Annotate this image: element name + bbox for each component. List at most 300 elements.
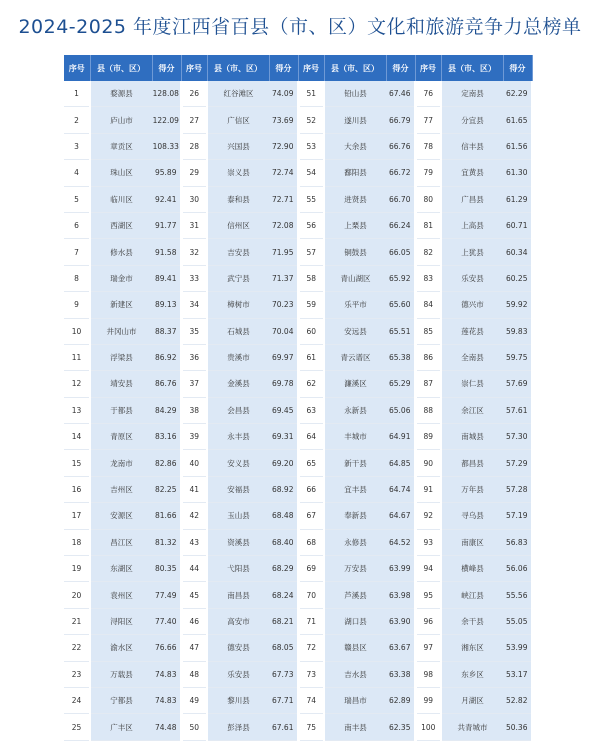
score-cell: 63.38 [386, 661, 415, 687]
score-cell: 68.21 [269, 608, 298, 634]
county-name-cell: 上犹县 [441, 239, 503, 265]
rank-cell: 25 [64, 714, 90, 740]
table-row [64, 582, 532, 608]
county-name-cell: 临川区 [90, 186, 152, 212]
header-score: 得分 [386, 55, 415, 81]
county-name-cell: 吉水县 [324, 661, 386, 687]
score-cell: 59.83 [503, 318, 532, 344]
score-cell: 91.77 [152, 212, 181, 238]
rank-cell: 62 [298, 371, 324, 397]
county-name-cell: 靖安县 [90, 371, 152, 397]
county-name-cell: 余江区 [441, 397, 503, 423]
rank-cell: 3 [64, 133, 90, 159]
header-name: 县（市、区） [441, 55, 503, 81]
county-name-cell: 芦溪县 [324, 582, 386, 608]
county-name-cell: 月湖区 [441, 687, 503, 713]
score-cell: 65.29 [386, 371, 415, 397]
table-row [64, 635, 532, 661]
table-row [64, 450, 532, 476]
score-cell: 62.89 [386, 687, 415, 713]
table-row [64, 371, 532, 397]
table-row [64, 476, 532, 502]
table-row [64, 344, 532, 370]
rank-cell: 77 [415, 107, 441, 133]
score-cell: 74.83 [152, 661, 181, 687]
county-name-cell: 东湖区 [90, 556, 152, 582]
score-cell: 63.98 [386, 582, 415, 608]
rank-cell: 73 [298, 661, 324, 687]
score-cell: 67.71 [269, 687, 298, 713]
score-cell: 86.76 [152, 371, 181, 397]
county-name-cell: 广信区 [207, 107, 269, 133]
ranking-table-body [64, 81, 532, 740]
table-row [64, 529, 532, 555]
rank-cell: 69 [298, 556, 324, 582]
county-name-cell: 泰和县 [207, 186, 269, 212]
county-name-cell: 濂溪区 [324, 371, 386, 397]
score-cell: 74.48 [152, 714, 181, 740]
county-name-cell: 分宜县 [441, 107, 503, 133]
rank-cell: 11 [64, 344, 90, 370]
score-cell: 67.46 [386, 81, 415, 107]
county-name-cell: 乐安县 [441, 265, 503, 291]
score-cell: 66.24 [386, 212, 415, 238]
score-cell: 69.45 [269, 397, 298, 423]
score-cell: 67.61 [269, 714, 298, 740]
rank-cell: 46 [181, 608, 207, 634]
score-cell: 68.29 [269, 556, 298, 582]
county-name-cell: 渝水区 [90, 635, 152, 661]
county-name-cell: 定南县 [441, 81, 503, 107]
rank-cell: 27 [181, 107, 207, 133]
score-cell: 61.29 [503, 186, 532, 212]
rank-cell: 35 [181, 318, 207, 344]
county-name-cell: 青原区 [90, 424, 152, 450]
score-cell: 77.49 [152, 582, 181, 608]
ranking-table [64, 55, 534, 741]
score-cell: 89.41 [152, 265, 181, 291]
score-cell: 80.35 [152, 556, 181, 582]
rank-cell: 8 [64, 265, 90, 291]
score-cell: 69.97 [269, 344, 298, 370]
county-name-cell: 会昌县 [207, 397, 269, 423]
rank-cell: 99 [415, 687, 441, 713]
score-cell: 63.99 [386, 556, 415, 582]
rank-cell: 100 [415, 714, 441, 740]
rank-cell: 32 [181, 239, 207, 265]
rank-cell: 96 [415, 608, 441, 634]
county-name-cell: 章贡区 [90, 133, 152, 159]
county-name-cell: 都昌县 [441, 450, 503, 476]
county-name-cell: 高安市 [207, 608, 269, 634]
rank-cell: 87 [415, 371, 441, 397]
county-name-cell: 奉新县 [324, 503, 386, 529]
rank-cell: 63 [298, 397, 324, 423]
header-name: 县（市、区） [324, 55, 386, 81]
county-name-cell: 南昌县 [207, 582, 269, 608]
score-cell: 95.89 [152, 160, 181, 186]
rank-cell: 94 [415, 556, 441, 582]
rank-cell: 66 [298, 476, 324, 502]
score-cell: 64.52 [386, 529, 415, 555]
score-cell: 89.13 [152, 292, 181, 318]
rank-cell: 84 [415, 292, 441, 318]
rank-cell: 9 [64, 292, 90, 318]
score-cell: 82.86 [152, 450, 181, 476]
rank-cell: 71 [298, 608, 324, 634]
score-cell: 72.90 [269, 133, 298, 159]
table-row [64, 292, 532, 318]
county-name-cell: 南城县 [441, 424, 503, 450]
county-name-cell: 金溪县 [207, 371, 269, 397]
score-cell: 57.28 [503, 476, 532, 502]
rank-cell: 65 [298, 450, 324, 476]
score-cell: 81.66 [152, 503, 181, 529]
score-cell: 69.31 [269, 424, 298, 450]
county-name-cell: 彭泽县 [207, 714, 269, 740]
table-row [64, 714, 532, 740]
header-rank: 序号 [64, 55, 90, 81]
county-name-cell: 寻乌县 [441, 503, 503, 529]
table-row [64, 239, 532, 265]
header-rank: 序号 [415, 55, 441, 81]
rank-cell: 72 [298, 635, 324, 661]
score-cell: 64.91 [386, 424, 415, 450]
rank-cell: 31 [181, 212, 207, 238]
table-row [64, 81, 532, 107]
county-name-cell: 湘东区 [441, 635, 503, 661]
rank-cell: 48 [181, 661, 207, 687]
county-name-cell: 乐平市 [324, 292, 386, 318]
rank-cell: 36 [181, 344, 207, 370]
rank-cell: 58 [298, 265, 324, 291]
rank-cell: 75 [298, 714, 324, 740]
county-name-cell: 德兴市 [441, 292, 503, 318]
rank-cell: 56 [298, 212, 324, 238]
score-cell: 72.74 [269, 160, 298, 186]
score-cell: 62.29 [503, 81, 532, 107]
county-name-cell: 信州区 [207, 212, 269, 238]
rank-cell: 57 [298, 239, 324, 265]
rank-cell: 50 [181, 714, 207, 740]
county-name-cell: 袁州区 [90, 582, 152, 608]
county-name-cell: 赣县区 [324, 635, 386, 661]
score-cell: 65.51 [386, 318, 415, 344]
score-cell: 52.82 [503, 687, 532, 713]
rank-cell: 93 [415, 529, 441, 555]
county-name-cell: 上高县 [441, 212, 503, 238]
county-name-cell: 吉州区 [90, 476, 152, 502]
rank-cell: 52 [298, 107, 324, 133]
rank-cell: 79 [415, 160, 441, 186]
rank-cell: 76 [415, 81, 441, 107]
rank-cell: 60 [298, 318, 324, 344]
score-cell: 59.92 [503, 292, 532, 318]
rank-cell: 1 [64, 81, 90, 107]
county-name-cell: 全南县 [441, 344, 503, 370]
rank-cell: 21 [64, 608, 90, 634]
score-cell: 71.37 [269, 265, 298, 291]
county-name-cell: 井冈山市 [90, 318, 152, 344]
county-name-cell: 贵溪市 [207, 344, 269, 370]
county-name-cell: 信丰县 [441, 133, 503, 159]
score-cell: 65.60 [386, 292, 415, 318]
rank-cell: 18 [64, 529, 90, 555]
rank-cell: 45 [181, 582, 207, 608]
score-cell: 53.99 [503, 635, 532, 661]
score-cell: 57.61 [503, 397, 532, 423]
score-cell: 55.56 [503, 582, 532, 608]
county-name-cell: 弋阳县 [207, 556, 269, 582]
score-cell: 73.69 [269, 107, 298, 133]
county-name-cell: 莲花县 [441, 318, 503, 344]
rank-cell: 28 [181, 133, 207, 159]
county-name-cell: 宜丰县 [324, 476, 386, 502]
page-title: 2024-2025 年度江西省百县（市、区）文化和旅游竞争力总榜单 [18, 16, 582, 38]
rank-cell: 68 [298, 529, 324, 555]
score-cell: 67.73 [269, 661, 298, 687]
county-name-cell: 永新县 [324, 397, 386, 423]
county-name-cell: 黎川县 [207, 687, 269, 713]
score-cell: 64.74 [386, 476, 415, 502]
rank-cell: 24 [64, 687, 90, 713]
county-name-cell: 石城县 [207, 318, 269, 344]
rank-cell: 33 [181, 265, 207, 291]
score-cell: 55.05 [503, 608, 532, 634]
county-name-cell: 鄱阳县 [324, 160, 386, 186]
county-name-cell: 永修县 [324, 529, 386, 555]
county-name-cell: 玉山县 [207, 503, 269, 529]
rank-cell: 40 [181, 450, 207, 476]
score-cell: 108.33 [152, 133, 181, 159]
county-name-cell: 龙南市 [90, 450, 152, 476]
rank-cell: 39 [181, 424, 207, 450]
county-name-cell: 瑞昌市 [324, 687, 386, 713]
rank-cell: 53 [298, 133, 324, 159]
score-cell: 71.95 [269, 239, 298, 265]
county-name-cell: 万安县 [324, 556, 386, 582]
county-name-cell: 红谷滩区 [207, 81, 269, 107]
table-row [64, 265, 532, 291]
header-score: 得分 [269, 55, 298, 81]
rank-cell: 67 [298, 503, 324, 529]
county-name-cell: 进贤县 [324, 186, 386, 212]
score-cell: 82.25 [152, 476, 181, 502]
score-cell: 59.75 [503, 344, 532, 370]
rank-cell: 34 [181, 292, 207, 318]
score-cell: 53.17 [503, 661, 532, 687]
rank-cell: 74 [298, 687, 324, 713]
county-name-cell: 德安县 [207, 635, 269, 661]
table-row [64, 608, 532, 634]
county-name-cell: 东乡区 [441, 661, 503, 687]
table-row [64, 397, 532, 423]
rank-cell: 97 [415, 635, 441, 661]
rank-cell: 4 [64, 160, 90, 186]
county-name-cell: 安义县 [207, 450, 269, 476]
score-cell: 66.79 [386, 107, 415, 133]
score-cell: 65.38 [386, 344, 415, 370]
rank-cell: 55 [298, 186, 324, 212]
county-name-cell: 武宁县 [207, 265, 269, 291]
county-name-cell: 安福县 [207, 476, 269, 502]
county-name-cell: 资溪县 [207, 529, 269, 555]
score-cell: 64.85 [386, 450, 415, 476]
score-cell: 92.41 [152, 186, 181, 212]
county-name-cell: 万年县 [441, 476, 503, 502]
score-cell: 91.58 [152, 239, 181, 265]
rank-cell: 17 [64, 503, 90, 529]
table-row [64, 687, 532, 713]
county-name-cell: 乐安县 [207, 661, 269, 687]
rank-cell: 85 [415, 318, 441, 344]
county-name-cell: 崇仁县 [441, 371, 503, 397]
header-score: 得分 [503, 55, 532, 81]
rank-cell: 42 [181, 503, 207, 529]
score-cell: 86.92 [152, 344, 181, 370]
score-cell: 57.29 [503, 450, 532, 476]
score-cell: 69.78 [269, 371, 298, 397]
county-name-cell: 修水县 [90, 239, 152, 265]
county-name-cell: 宜黄县 [441, 160, 503, 186]
table-header-row [64, 55, 532, 81]
table-row [64, 661, 532, 687]
score-cell: 66.05 [386, 239, 415, 265]
county-name-cell: 大余县 [324, 133, 386, 159]
score-cell: 68.92 [269, 476, 298, 502]
score-cell: 60.25 [503, 265, 532, 291]
rank-cell: 2 [64, 107, 90, 133]
county-name-cell: 崇义县 [207, 160, 269, 186]
score-cell: 72.08 [269, 212, 298, 238]
county-name-cell: 青云谱区 [324, 344, 386, 370]
county-name-cell: 昌江区 [90, 529, 152, 555]
score-cell: 69.20 [269, 450, 298, 476]
score-cell: 77.40 [152, 608, 181, 634]
table-row [64, 133, 532, 159]
rank-cell: 23 [64, 661, 90, 687]
county-name-cell: 广昌县 [441, 186, 503, 212]
score-cell: 60.34 [503, 239, 532, 265]
county-name-cell: 万载县 [90, 661, 152, 687]
header-name: 县（市、区） [207, 55, 269, 81]
rank-cell: 41 [181, 476, 207, 502]
rank-cell: 12 [64, 371, 90, 397]
header-score: 得分 [152, 55, 181, 81]
county-name-cell: 安源区 [90, 503, 152, 529]
county-name-cell: 遂川县 [324, 107, 386, 133]
county-name-cell: 上栗县 [324, 212, 386, 238]
score-cell: 57.19 [503, 503, 532, 529]
county-name-cell: 横峰县 [441, 556, 503, 582]
county-name-cell: 铅山县 [324, 81, 386, 107]
score-cell: 66.72 [386, 160, 415, 186]
county-name-cell: 安远县 [324, 318, 386, 344]
rank-cell: 83 [415, 265, 441, 291]
score-cell: 66.70 [386, 186, 415, 212]
rank-cell: 10 [64, 318, 90, 344]
county-name-cell: 新建区 [90, 292, 152, 318]
county-name-cell: 余干县 [441, 608, 503, 634]
score-cell: 57.69 [503, 371, 532, 397]
county-name-cell: 吉安县 [207, 239, 269, 265]
score-cell: 74.83 [152, 687, 181, 713]
rank-cell: 47 [181, 635, 207, 661]
county-name-cell: 浔阳区 [90, 608, 152, 634]
county-name-cell: 樟树市 [207, 292, 269, 318]
score-cell: 68.48 [269, 503, 298, 529]
score-cell: 56.06 [503, 556, 532, 582]
score-cell: 70.23 [269, 292, 298, 318]
rank-cell: 44 [181, 556, 207, 582]
county-name-cell: 峡江县 [441, 582, 503, 608]
score-cell: 81.32 [152, 529, 181, 555]
header-rank: 序号 [181, 55, 207, 81]
score-cell: 61.30 [503, 160, 532, 186]
rank-cell: 54 [298, 160, 324, 186]
county-name-cell: 铜鼓县 [324, 239, 386, 265]
score-cell: 65.92 [386, 265, 415, 291]
score-cell: 84.29 [152, 397, 181, 423]
rank-cell: 95 [415, 582, 441, 608]
county-name-cell: 珠山区 [90, 160, 152, 186]
county-name-cell: 于都县 [90, 397, 152, 423]
county-name-cell: 婺源县 [90, 81, 152, 107]
rank-cell: 49 [181, 687, 207, 713]
score-cell: 56.83 [503, 529, 532, 555]
rank-cell: 29 [181, 160, 207, 186]
score-cell: 70.04 [269, 318, 298, 344]
table-row [64, 212, 532, 238]
rank-cell: 26 [181, 81, 207, 107]
rank-cell: 59 [298, 292, 324, 318]
rank-cell: 86 [415, 344, 441, 370]
score-cell: 61.65 [503, 107, 532, 133]
county-name-cell: 宁都县 [90, 687, 152, 713]
score-cell: 74.09 [269, 81, 298, 107]
county-name-cell: 新干县 [324, 450, 386, 476]
rank-cell: 80 [415, 186, 441, 212]
score-cell: 72.71 [269, 186, 298, 212]
rank-cell: 92 [415, 503, 441, 529]
score-cell: 64.67 [386, 503, 415, 529]
rank-cell: 51 [298, 81, 324, 107]
score-cell: 61.56 [503, 133, 532, 159]
score-cell: 66.76 [386, 133, 415, 159]
score-cell: 68.24 [269, 582, 298, 608]
county-name-cell: 南丰县 [324, 714, 386, 740]
county-name-cell: 青山湖区 [324, 265, 386, 291]
county-name-cell: 丰城市 [324, 424, 386, 450]
county-name-cell: 永丰县 [207, 424, 269, 450]
county-name-cell: 共青城市 [441, 714, 503, 740]
rank-cell: 90 [415, 450, 441, 476]
county-name-cell: 瑞金市 [90, 265, 152, 291]
score-cell: 50.36 [503, 714, 532, 740]
county-name-cell: 庐山市 [90, 107, 152, 133]
rank-cell: 82 [415, 239, 441, 265]
rank-cell: 20 [64, 582, 90, 608]
rank-cell: 88 [415, 397, 441, 423]
county-name-cell: 兴国县 [207, 133, 269, 159]
score-cell: 57.30 [503, 424, 532, 450]
table-row [64, 107, 532, 133]
rank-cell: 14 [64, 424, 90, 450]
rank-cell: 37 [181, 371, 207, 397]
header-name: 县（市、区） [90, 55, 152, 81]
table-row [64, 503, 532, 529]
table-row [64, 318, 532, 344]
